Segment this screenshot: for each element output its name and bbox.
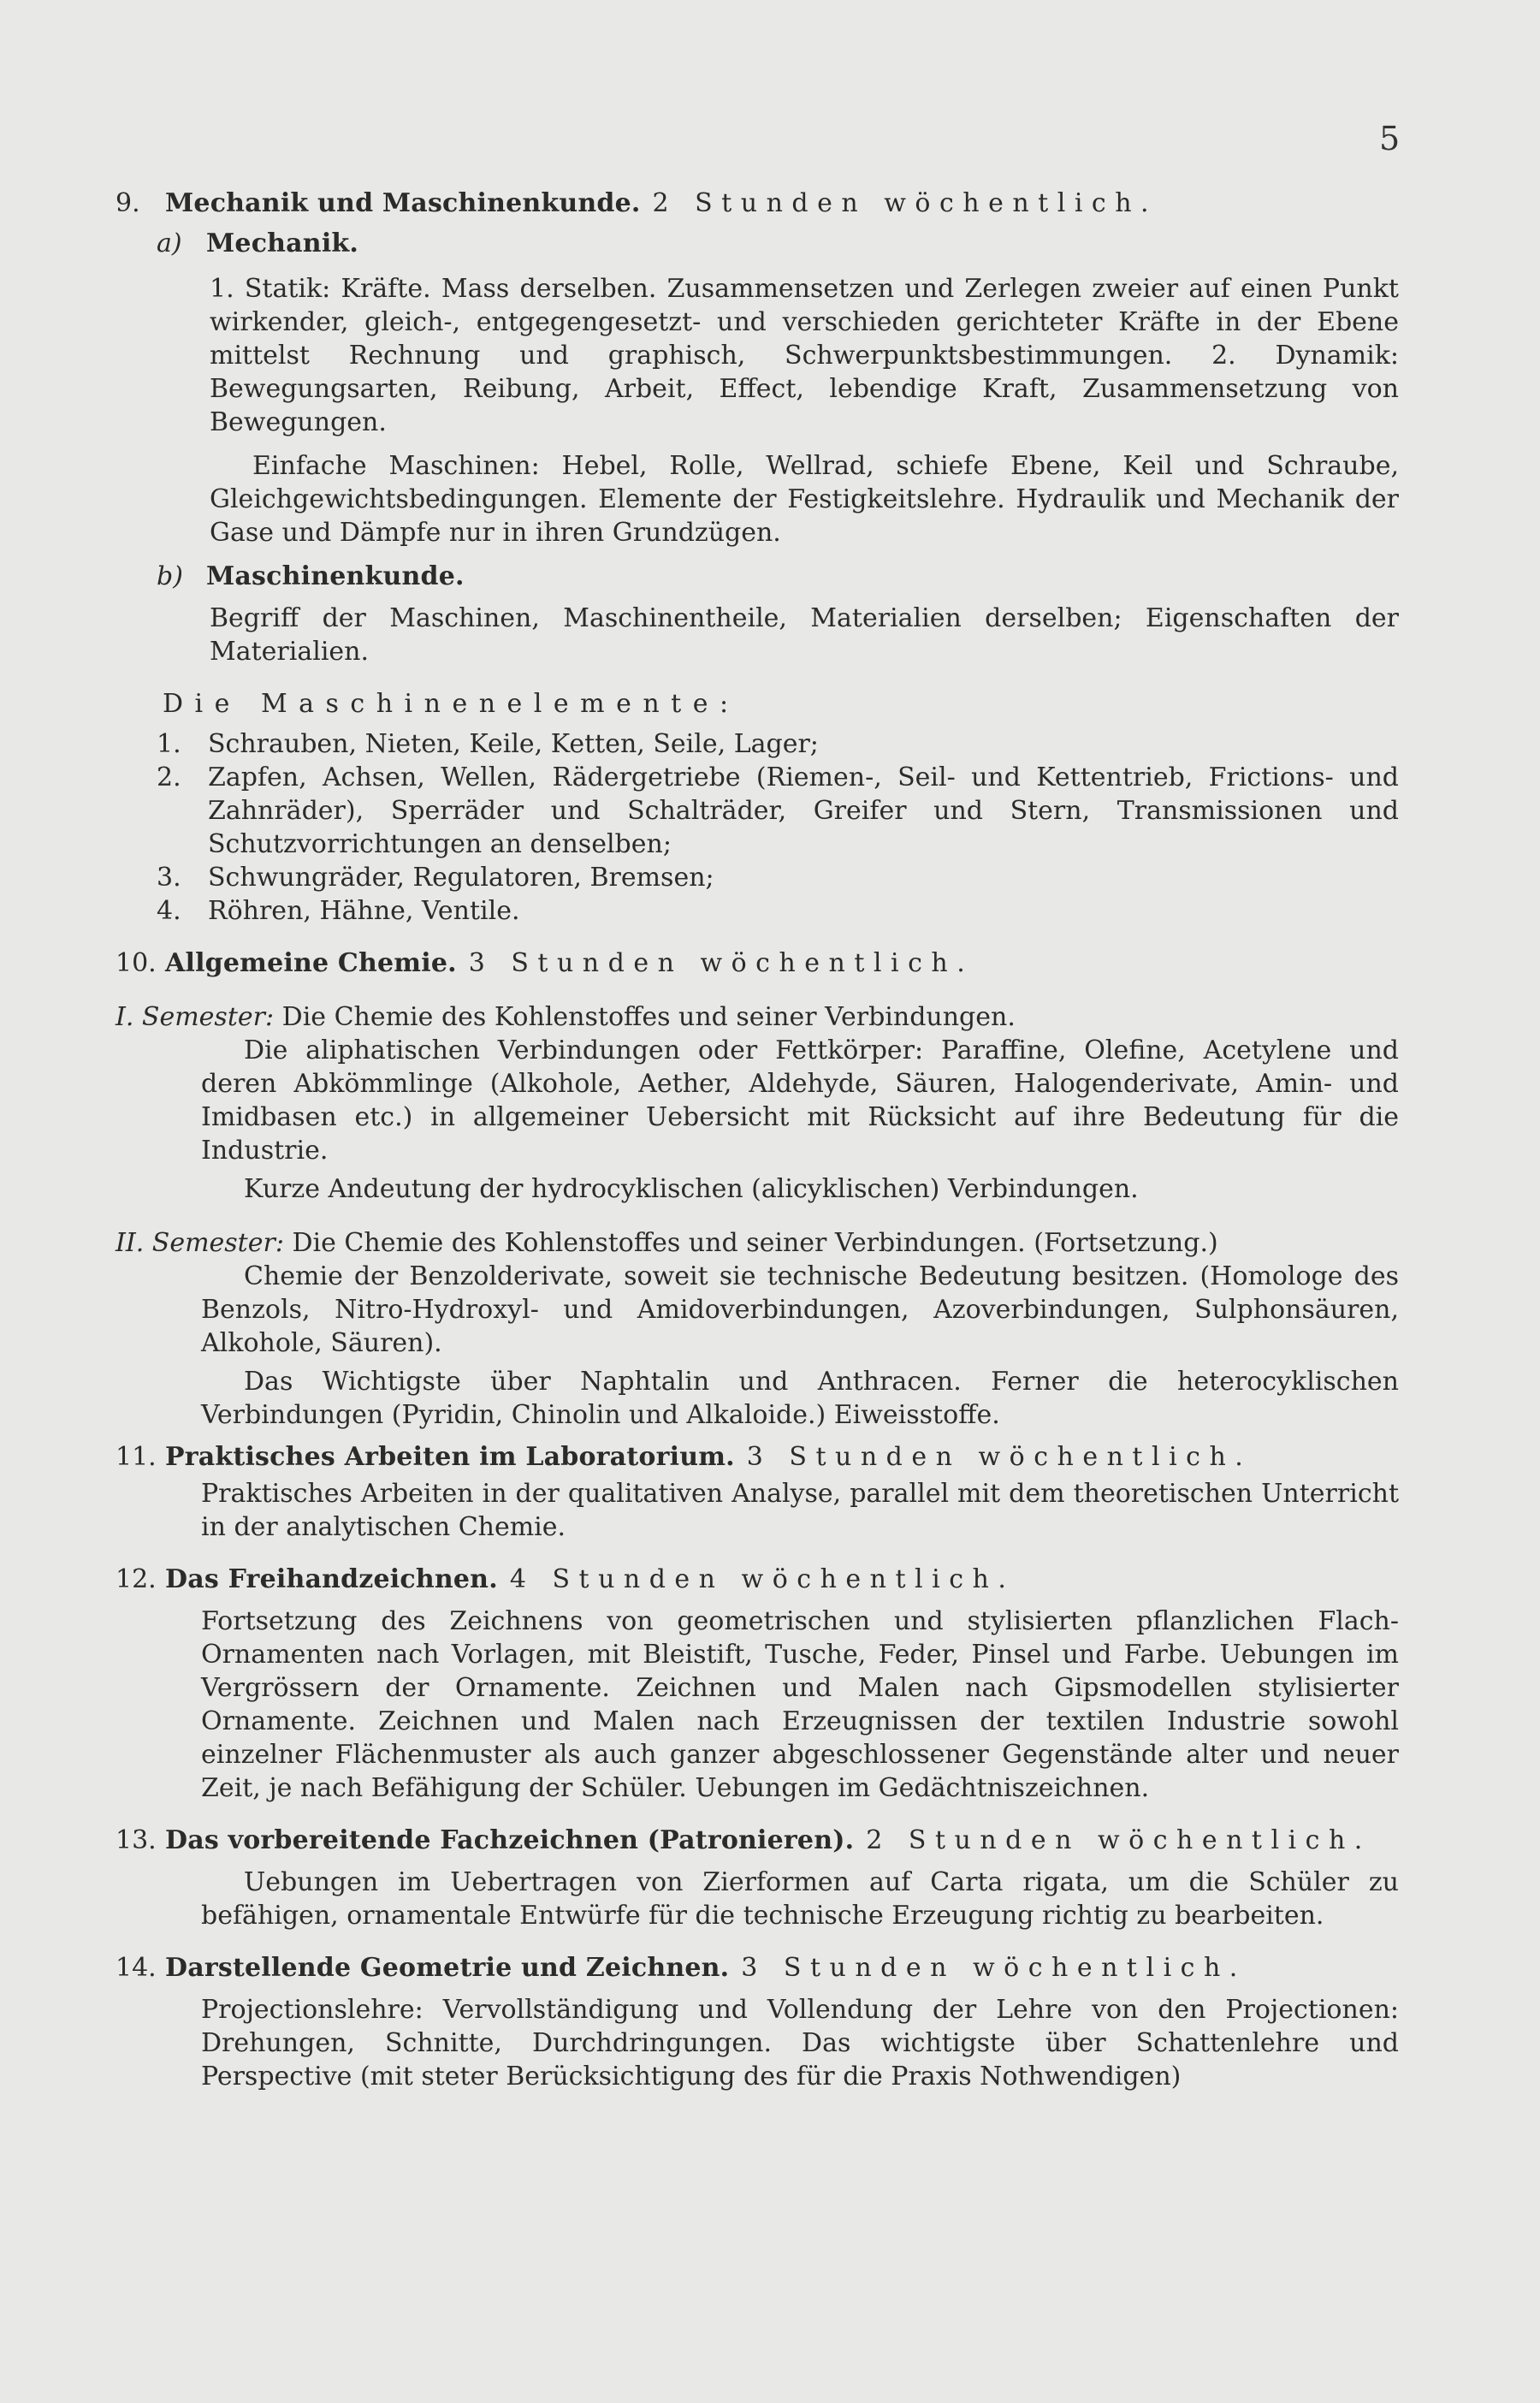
list-heading: Die Maschinenelemente: bbox=[163, 689, 740, 719]
element-list bbox=[157, 727, 1399, 928]
semester-1 bbox=[116, 1000, 1399, 1034]
section-hours: 3 Stunden wöchentlich. bbox=[468, 948, 974, 978]
list-item-number: 3. bbox=[157, 863, 181, 893]
semester-title: Die Chemie des Kohlenstoffes und seiner Verbindungen. (Fortsetzung.) bbox=[292, 1228, 1218, 1258]
subsection-body bbox=[210, 272, 1399, 549]
list-item bbox=[157, 861, 1399, 894]
paragraph: 1. Statik: Kräfte. Mass derselben. Zusammensetzen und Zerlegen zweier auf einen Punkt wirkender, gleich-, entgegengesetzt- und verschieden gerichteter Kräfte in der Ebene mittelst Rechnung und graphisch, Schwerpunktsbestimmungen. 2. Dynamik: Bewegungsarten, Reibung, Arbeit, Effect, lebendige Kraft, Zusammensetzung von Bewegungen. bbox=[210, 274, 1399, 437]
section-number: 11. bbox=[116, 1442, 157, 1472]
paragraph: Die aliphatischen Verbindungen oder Fettkörper: Paraffine, Olefine, Acetylene und deren Abkömmlinge (Alkohole, Aether, Aldehyde, Säuren, Halogenderivate, Amin- und Imidbasen etc.) in allgemeiner Uebersicht mit Rücksicht auf ihre Bedeutung für die Industrie. bbox=[201, 1035, 1399, 1166]
section-hours: 3 Stunden wöchentlich. bbox=[746, 1442, 1253, 1472]
subsection-a bbox=[157, 227, 1399, 260]
subsection-title: Maschinenkunde. bbox=[206, 561, 465, 591]
subsection-label: b) bbox=[157, 561, 183, 591]
subsection-b bbox=[157, 560, 1399, 593]
section-heading bbox=[116, 187, 1399, 220]
paragraph: Kurze Andeutung der hydrocyklischen (alicyklischen) Verbindungen. bbox=[244, 1174, 1139, 1204]
section-title: Das Freihandzeichnen. bbox=[165, 1564, 498, 1594]
section-13 bbox=[116, 1824, 1399, 1932]
section-body bbox=[201, 1993, 1399, 2093]
section-9 bbox=[116, 187, 1399, 928]
paragraph: Projectionslehre: Vervollständigung und Vollendung der Lehre von den Projectionen: Drehungen, Schnitte, Durchdringungen. Das wichtigste über Schattenlehre und Perspective (mit steter Berücksichtigung des für die Praxis Nothwendigen) bbox=[201, 1995, 1399, 2092]
paragraph: Praktisches Arbeiten in der qualitativen Analyse, parallel mit dem theoretischen Unterricht in der analytischen Chemie. bbox=[201, 1479, 1399, 1542]
section-11 bbox=[116, 1440, 1399, 1544]
section-heading bbox=[116, 1440, 1399, 1474]
section-title: Mechanik und Maschinenkunde. bbox=[165, 188, 641, 218]
paragraph: Chemie der Benzolderivate, soweit sie technische Bedeutung besitzen. (Homologe des Benzols, Nitro-Hydroxyl- und Amidoverbindungen, Azoverbindungen, Sulphonsäuren, Alkohole, Säuren). bbox=[201, 1261, 1399, 1358]
section-hours: 2 Stunden wöchentlich. bbox=[652, 188, 1158, 218]
section-heading bbox=[116, 1951, 1399, 1985]
semester-2 bbox=[116, 1226, 1399, 1260]
page-number: 5 bbox=[1379, 120, 1401, 157]
section-number: 9. bbox=[116, 188, 140, 218]
list-item-text: Zapfen, Achsen, Wellen, Rädergetriebe (Riemen-, Seil- und Kettentrieb, Frictions- und Zahnräder), Sperräder und Schalträder, Greifer und Stern, Transmissionen und Schutzvorrichtungen an denselben; bbox=[208, 762, 1399, 859]
list-item-text: Röhren, Hähne, Ventile. bbox=[208, 896, 520, 926]
section-number: 12. bbox=[116, 1564, 157, 1594]
subsection-body bbox=[210, 602, 1399, 668]
section-heading bbox=[116, 1563, 1399, 1596]
section-body bbox=[201, 1477, 1399, 1544]
section-number: 10. bbox=[116, 948, 157, 978]
list-item bbox=[157, 727, 1399, 761]
section-hours: 2 Stunden wöchentlich. bbox=[866, 1825, 1371, 1855]
section-hours: 4 Stunden wöchentlich. bbox=[509, 1564, 1016, 1594]
section-heading bbox=[116, 1824, 1399, 1857]
semester-title: Die Chemie des Kohlenstoffes und seiner Verbindungen. bbox=[281, 1002, 1016, 1032]
list-item-text: Schwungräder, Regulatoren, Bremsen; bbox=[208, 863, 714, 893]
subsection-title: Mechanik. bbox=[206, 228, 359, 258]
section-number: 13. bbox=[116, 1825, 157, 1855]
paragraph: Einfache Maschinen: Hebel, Rolle, Wellrad, schiefe Ebene, Keil und Schraube, Gleichgewichtsbedingungen. Elemente der Festigkeitslehre. Hydraulik und Mechanik der Gase und Dämpfe nur in ihren Grundzügen. bbox=[210, 451, 1399, 548]
semester-label: II. Semester: bbox=[116, 1228, 284, 1258]
section-title: Praktisches Arbeiten im Laboratorium. bbox=[165, 1442, 735, 1472]
section-heading bbox=[116, 946, 1399, 980]
paragraph: Fortsetzung des Zeichnens von geometrischen und stylisierten pflanzlichen Flach-Ornamenten nach Vorlagen, mit Bleistift, Tusche, Feder, Pinsel und Farbe. Uebungen im Vergrössern der Ornamente. Zeichnen und Malen nach Gipsmodellen stylisierter Ornamente. Zeichnen und Malen nach Erzeugnissen der textilen Industrie sowohl einzelner Flächenmuster als auch ganzer abgeschlossener Gegenstände alter und neuer Zeit, je nach Befähigung der Schüler. Uebungen im Gedächtniszeichnen. bbox=[201, 1606, 1399, 1803]
section-title: Darstellende Geometrie und Zeichnen. bbox=[165, 1953, 730, 1983]
section-12 bbox=[116, 1563, 1399, 1805]
page-content bbox=[116, 187, 1399, 2102]
list-item-text: Schrauben, Nieten, Keile, Ketten, Seile, Lager; bbox=[208, 729, 819, 759]
subsection-heading bbox=[157, 560, 1399, 593]
subsection-label: a) bbox=[157, 228, 182, 258]
paragraph: Uebungen im Uebertragen von Zierformen auf Carta rigata, um die Schüler zu befähigen, ornamentale Entwürfe für die technische Erzeugung richtig zu bearbeiten. bbox=[201, 1867, 1399, 1931]
list-item bbox=[157, 761, 1399, 861]
section-body bbox=[201, 1605, 1399, 1805]
section-number: 14. bbox=[116, 1953, 157, 1983]
section-10 bbox=[116, 946, 1399, 1432]
list-item-number: 2. bbox=[157, 762, 181, 792]
section-title: Das vorbereitende Fachzeichnen (Patronieren). bbox=[165, 1825, 855, 1855]
list-item-number: 1. bbox=[157, 729, 181, 759]
paragraph: Begriff der Maschinen, Maschinentheile, Materialien derselben; Eigenschaften der Materialien. bbox=[210, 603, 1399, 667]
semester-label: I. Semester: bbox=[116, 1002, 275, 1032]
semester-body bbox=[201, 1034, 1399, 1206]
list-item-number: 4. bbox=[157, 896, 181, 926]
subsection-heading bbox=[157, 227, 1399, 260]
section-body bbox=[201, 1866, 1399, 1932]
paragraph: Das Wichtigste über Naphtalin und Anthracen. Ferner die heterocyklischen Verbindungen (Pyridin, Chinolin und Alkaloide.) Eiweisstoffe. bbox=[201, 1367, 1399, 1430]
section-14 bbox=[116, 1951, 1399, 2093]
section-hours: 3 Stunden wöchentlich. bbox=[741, 1953, 1247, 1983]
list-item bbox=[157, 894, 1399, 928]
semester-body bbox=[201, 1260, 1399, 1432]
section-title: Allgemeine Chemie. bbox=[165, 948, 457, 978]
